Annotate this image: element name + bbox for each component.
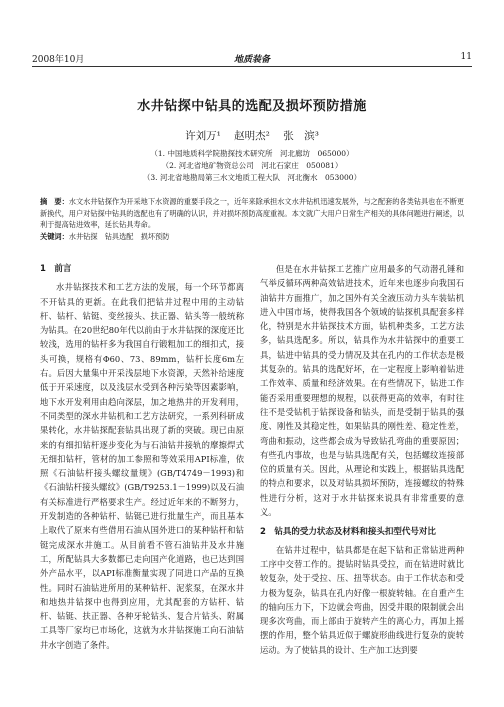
page-number: 11 — [460, 52, 472, 62]
journal-name: 地质装备 — [233, 55, 270, 65]
paper-title: 水井钻探中钻具的选配及损坏预防措施 — [137, 99, 367, 114]
keywords-text: 水井钻探 钻具选配 损坏预防 — [68, 232, 170, 241]
abstract-text: 水文水井钻探作为开采地下水资源的重要手段之一，近年来除承担水文水井钻机迅速发展外，与之配套的各类钻具也在不断更新换代，用户对钻探中钻具的选配也有了明确的认识，并对损坏预防高度重视。本文就广大用户日常生产相关的具体问题进行阐述，以利于提高钻进效率，延长钻具寿命。 — [40, 197, 465, 229]
body-paragraph: 水井钻探技术和工艺方法的发展，每一个环节都离不开钻具的更新。在此我们把钻井过程中用的主动钻杆、钻杆、钻铤、变丝接头、扶正器、钻头等一般统称为钻具。在20世纪80年代以前由于水井钻探的深度还比较浅，选用的钻杆多为我国自行锻粗加工的细扣式，接头可换，规格有Φ60、73、89mm，钻杆长度6m左右。后因大量集中开采浅层地下水资源，天然补给速度低于开采速度，以及浅层水受到各种污染等因素影响，地下水开发利用由趋向深层，加之地热井的开发利用，不同类型的深水井钻机和工艺方法研究，一系列科研成果转化，水井钻探配套钻具出现了新的突破。现已由原来的有细扣钻杆逐步变化为与石油钻井接轨的摩擦焊式无细扣钻杆，管材的加工参照和等效采用API标准，依照《石油钻杆接头螺纹量规》(GB/T4749－1993)和《石油钻杆接头螺纹》(GB/T9253.1－1999)以及石油有关标准进行严格要求生产。经过近年来的不断努力，开发制造的各种钻杆、钻铤已进行批量生产，而且基本上取代了原来有些借用石油从国外进口的某种钻杆和钻铤完成深水井施工。从目前看不管石油钻井及水井施工，所配钻具大多数都已走向国产化道路，也已达到国外产品水平，以API标准衡量实现了同进口产品的互换性。同时石油钻进所用的某种钻杆、泥浆泵，在深水井和地热井钻探中也得到应用，尤其配套的方钻杆、钻杆、钻铤、扶正器、各种牙轮钻头、复合片钻头、附属工具等厂家均已市场化，这就为水井钻探施工向石油钻井水字创造了条件。 — [40, 282, 244, 650]
author-name: 赵明杰² — [234, 130, 270, 142]
issue-date: 2008年10月 — [32, 55, 85, 65]
author-list — [0, 128, 504, 143]
body-paragraph: 但是在水井钻探工艺推广应用最多的气动潜孔锤和气举反循环两种高效钻进技术，近年来也逐步向我国石油钻井方面推广，加之国外有关全液压动力头车装钻机进入中国市场，使得我国各个领域的钻探机具配套多样化，特别是水井钻探技术方面，钻机种类多，工艺方法多，钻具选配多。所以，钻具作为水井钻探中的重要工具，钻进中钻具的受力情况及其在孔内的工作状态是极其复杂的。钻具的选配好坏，在一定程度上影响着钻进工作效率、质量和经济效果。在有些情况下，钻进工作能否采用重要理想的规程，以获得更高的效率，有时往往不是受钻机于钻探设备和钻头，而是受制于钻具的强度、刚性及其稳定性，如果钻具的刚性差、稳定性差，弯曲和振动，这些都会成为导致钻孔弯曲的重要原因；有些孔内事故，也是与钻具选配有关，包括螺纹连接部位的质量有关。因此，从理论和实践上，根据钻具选配的特点和要求，以及对钻具损坏预防，连接螺纹的特殊性进行分析，这对于水井钻探来说具有非常重要的意义。 — [260, 264, 464, 518]
affiliation: （3. 河北省地勘局第三水文地质工程大队 河北衡水 053000） — [142, 173, 362, 182]
right-column — [260, 262, 464, 657]
section-heading: 1 前言 — [40, 264, 72, 274]
affiliation: （1. 中国地质科学院勘探技术研究所 河北廊坊 065000） — [150, 149, 354, 158]
author-name: 许刘万¹ — [185, 130, 221, 142]
author-name: 张 滨³ — [283, 130, 319, 142]
affiliation: （2. 河北省地矿物资总公司 河北石家庄 050081） — [161, 161, 343, 170]
running-head — [32, 52, 472, 66]
left-column — [40, 262, 244, 652]
section-heading: 2 钻具的受力状态及材料和接头扣型代号对比 — [260, 527, 436, 538]
abstract — [40, 196, 465, 231]
keywords — [40, 232, 465, 242]
body-paragraph: 在钻井过程中，钻具都是在起下钻和正常钻进两种工序中交替工作的。提钻时钻具受拉，而在钻进时就比较复杂，处于受拉、压、扭等状态。由于工作状态和受力极为复杂，钻具在孔内好像一根旋转轴。在自重产生的轴向压力下，下边就会弯曲，因受井眼的限制就会出现多次弯曲，而上部由于旋转产生的离心力，再加上摇摆的作用，整个钻具近似于螺旋形曲线进行复杂的旋转运动。为了使钻具的设计、生产加工达到要 — [260, 544, 464, 655]
abstract-label: 摘 要： — [40, 197, 69, 206]
keywords-label: 关键词： — [40, 232, 69, 241]
header-rule — [32, 66, 472, 67]
